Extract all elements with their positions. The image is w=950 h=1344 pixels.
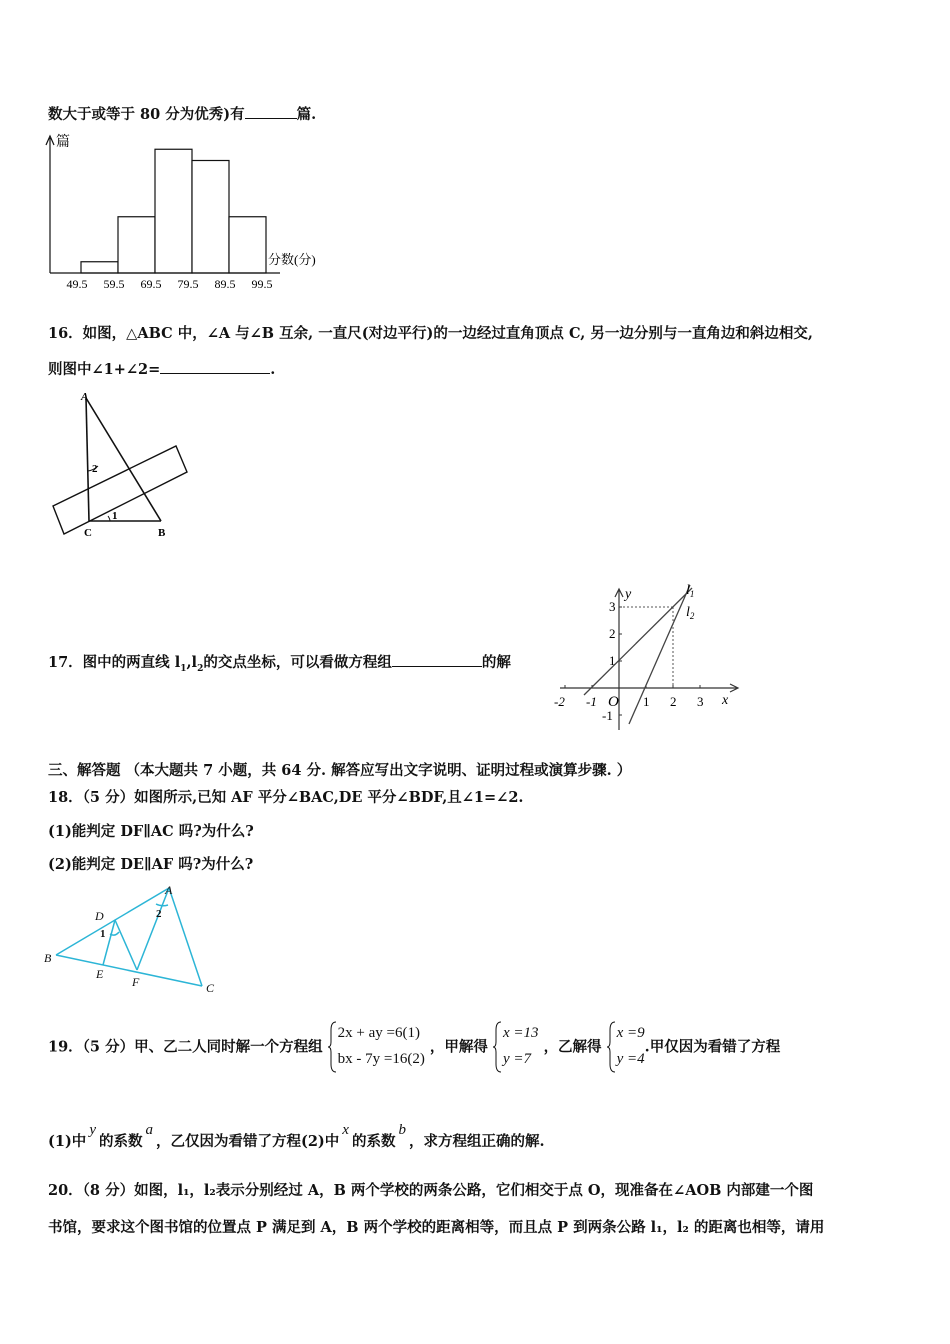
q17-origin: O bbox=[608, 694, 619, 710]
q19-jia-y: y =7 bbox=[502, 1051, 531, 1067]
q16-label-a: A bbox=[81, 391, 89, 403]
q18-label-d: D bbox=[95, 909, 104, 923]
q18-stem: 18．（5 分）如图所示,已知 AF 平分∠BAC,DE 平分∠BDF,且∠1=∠2. bbox=[48, 789, 524, 806]
q16-line2 bbox=[48, 358, 275, 379]
q19-tail1: .甲仅因为看错了方程 bbox=[644, 1038, 781, 1056]
hist-bar-59.5-69.5 bbox=[118, 217, 155, 273]
q16-label-b: B bbox=[158, 527, 166, 539]
hist-tick-label: 69.5 bbox=[140, 277, 162, 291]
q18-part1: (1)能判定 DF∥AC 吗?为什么? bbox=[48, 823, 254, 840]
q19-line2-d: 的系数 bbox=[351, 1133, 396, 1150]
hist-ylabel: 篇 bbox=[56, 135, 70, 150]
q19-yi-solution bbox=[607, 1020, 645, 1072]
q19-system bbox=[328, 1020, 425, 1072]
q17-ytick-neg1: -1 bbox=[602, 708, 613, 723]
q17-x-label: x bbox=[722, 693, 729, 708]
q16-label-2: 2 bbox=[92, 463, 98, 475]
q17-tick-neg1: -1 bbox=[586, 694, 597, 709]
q19-line2-b: 的系数 bbox=[98, 1133, 143, 1150]
q18-label-1: 1 bbox=[100, 928, 106, 940]
q18-seg-ba bbox=[56, 888, 169, 955]
q19-var-a: a bbox=[145, 1122, 153, 1138]
q19-line2 bbox=[48, 1122, 545, 1151]
q18-seg-bc bbox=[56, 955, 202, 986]
q19-jia-text: ，甲解得 bbox=[429, 1038, 488, 1056]
q16-line2-prefix: 则图中∠1+∠2= bbox=[48, 361, 161, 378]
q16-figure bbox=[48, 388, 198, 543]
hist-bar-79.5-89.5 bbox=[192, 161, 229, 274]
q18-label-2: 2 bbox=[156, 908, 162, 920]
q19-jia-solution bbox=[493, 1020, 539, 1072]
q18-label-f: F bbox=[132, 975, 140, 989]
q15-histogram bbox=[40, 128, 340, 293]
q17-ytick-3: 3 bbox=[609, 599, 616, 614]
q17-answer-blank bbox=[392, 652, 482, 667]
q17-y-label: y bbox=[625, 587, 632, 602]
q17-tick-1: 1 bbox=[643, 694, 650, 709]
q16-side-ac bbox=[86, 398, 89, 521]
q19-system-eq1: 2x + ay =6(1) bbox=[337, 1025, 420, 1041]
q19-prefix: 19．（5 分）甲、乙二人同时解一个方程组 bbox=[48, 1038, 323, 1056]
hist-tick-label: 99.5 bbox=[251, 277, 273, 291]
q18-label-b: B bbox=[44, 951, 52, 965]
q16-line2-suffix: . bbox=[270, 361, 276, 378]
q17-sub2: 2 bbox=[197, 663, 204, 674]
q18-label-a: A bbox=[165, 883, 173, 897]
q15-answer-blank bbox=[245, 104, 297, 119]
q17-ytick-2: 2 bbox=[609, 626, 616, 641]
q17-graph bbox=[552, 580, 747, 740]
q17-mid: ,l bbox=[186, 654, 198, 671]
q18-label-c: C bbox=[206, 981, 215, 995]
q17-suffix: 的解 bbox=[481, 654, 511, 671]
q19-var-y: y bbox=[89, 1122, 96, 1138]
q16-label-c: C bbox=[84, 527, 92, 539]
q18-seg-df bbox=[115, 920, 137, 970]
q17-line-l2 bbox=[629, 585, 690, 724]
q17-tick-2: 2 bbox=[670, 694, 677, 709]
q19-yi-text: ，乙解得 bbox=[543, 1038, 602, 1056]
q15-tail-text: 数大于或等于 80 分为优秀)有 bbox=[48, 106, 245, 123]
q18-part2: (2)能判定 DE∥AF 吗?为什么? bbox=[48, 856, 254, 873]
q16-label-1: 1 bbox=[112, 510, 118, 522]
q19-line1 bbox=[48, 1020, 780, 1080]
q18-label-e: E bbox=[96, 967, 104, 981]
q20-line2: 书馆，要求这个图书馆的位置点 P 满足到 A，B 两个学校的距离相等，而且点 P 到两条公路 l₁，l₂ 的距离也相等，请用 bbox=[48, 1219, 825, 1236]
q16-line1: 16．如图，△ABC 中，∠A 与∠B 互余, 一直尺(对边平行)的一边经过直角顶点 C, 另一边分别与一直角边和斜边相交, bbox=[48, 325, 813, 342]
q19-yi-x: x =9 bbox=[616, 1025, 645, 1041]
section3-heading: 三、解答题 （本大题共 7 小题，共 64 分. 解答应写出文字说明、证明过程或演算步骤. ） bbox=[48, 762, 632, 779]
q18-seg-af bbox=[137, 888, 169, 970]
q17-sub1: 1 bbox=[180, 663, 187, 674]
q17-text-mid: 的交点坐标，可以看做方程组 bbox=[203, 654, 392, 671]
q17-tick-3: 3 bbox=[697, 694, 704, 709]
q17-line-l1 bbox=[584, 588, 692, 695]
q19-jia-x: x =13 bbox=[502, 1025, 539, 1041]
q17-prefix: 17．图中的两直线 l bbox=[48, 654, 181, 671]
q20-line1: 20．（8 分）如图，l₁，l₂表示分别经过 A，B 两个学校的两条公路，它们相交于点 O，现准备在∠AOB 内部建一个图 bbox=[48, 1182, 814, 1199]
q17-l2-label: $l_2$ bbox=[686, 605, 695, 621]
q15-tail-line bbox=[48, 103, 316, 124]
hist-bar-69.5-79.5 bbox=[155, 149, 192, 273]
q18-figure bbox=[40, 880, 230, 995]
hist-tick-label: 79.5 bbox=[177, 277, 199, 291]
q17-l1-label: $l_1$ bbox=[686, 583, 695, 599]
q19-var-b: b bbox=[398, 1122, 406, 1138]
q19-system-eq2: bx - 7y =16(2) bbox=[337, 1051, 425, 1067]
hist-bar-49.5-59.5 bbox=[81, 262, 118, 273]
q18-seg-ac bbox=[169, 888, 202, 986]
q17-ytick-1: 1 bbox=[609, 653, 616, 668]
q17-line bbox=[48, 651, 511, 674]
hist-bar-89.5-99.5 bbox=[229, 217, 266, 273]
q16-answer-blank bbox=[160, 359, 270, 374]
hist-xlabel: 分数(分) bbox=[268, 252, 316, 267]
q19-line2-e: ，求方程组正确的解. bbox=[408, 1133, 545, 1150]
q17-tick-neg2: -2 bbox=[554, 694, 565, 709]
hist-tick-label: 49.5 bbox=[66, 277, 88, 291]
q19-line2-a: (1)中 bbox=[48, 1133, 87, 1150]
hist-tick-label: 59.5 bbox=[103, 277, 125, 291]
q19-line2-c: ，乙仅因为看错了方程(2)中 bbox=[155, 1133, 340, 1150]
hist-tick-label: 89.5 bbox=[214, 277, 236, 291]
q19-var-x: x bbox=[342, 1122, 349, 1138]
q15-tail-suffix: 篇. bbox=[296, 106, 317, 123]
q19-yi-y: y =4 bbox=[616, 1051, 645, 1067]
